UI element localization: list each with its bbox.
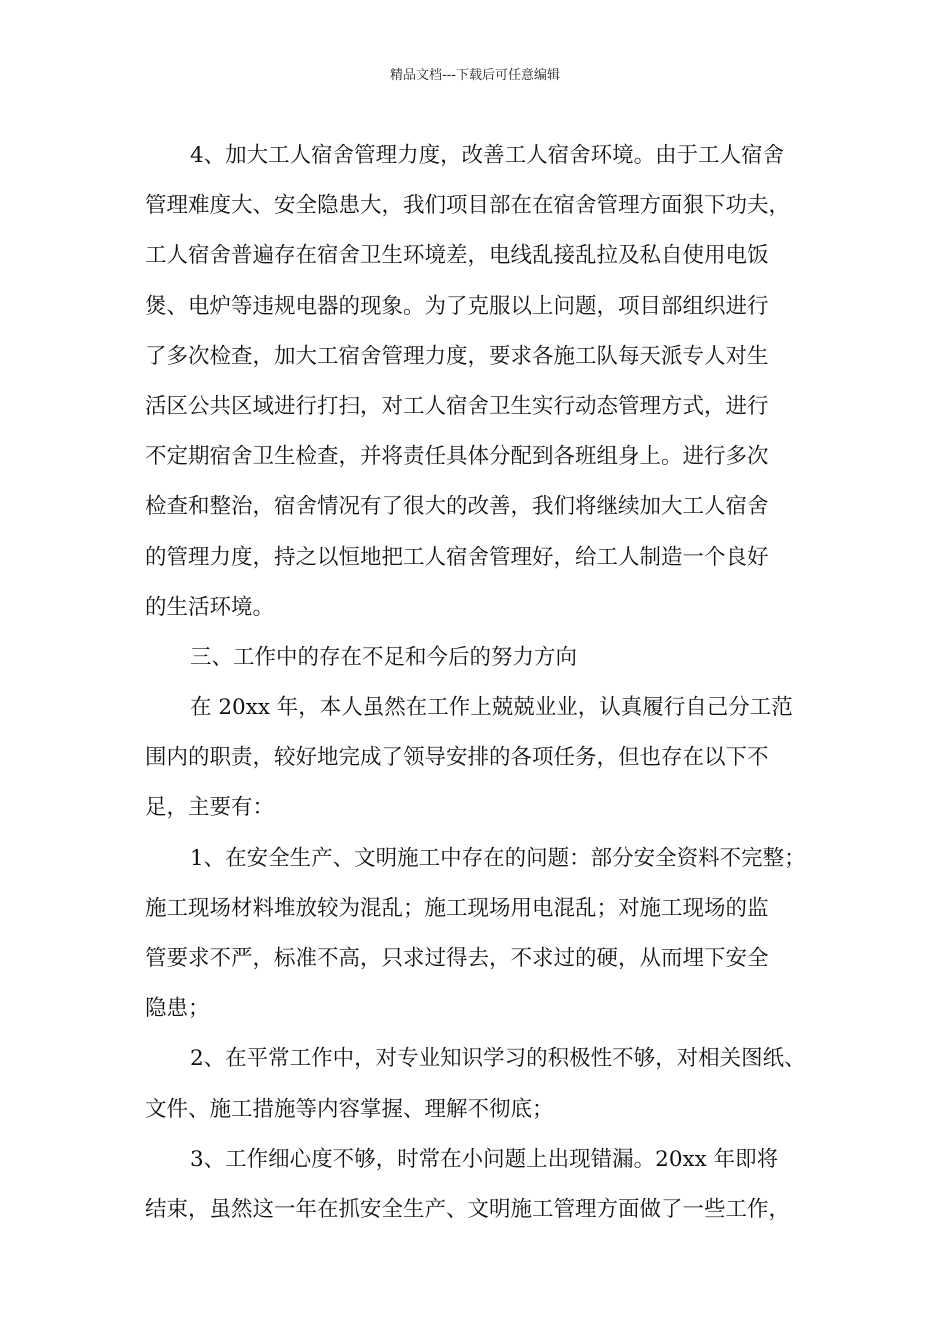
text-line: 煲、电炉等违规电器的现象。为了克服以上问题，项目部组织进行 [145,293,769,319]
text-line: 结束，虽然这一年在抓安全生产、文明施工管理方面做了一些工作， [145,1196,791,1222]
text-line: 管理难度大、安全隐患大，我们项目部在在宿舍管理方面狠下功夫， [145,193,791,219]
text-line: 工人宿舍普遍存在宿舍卫生环境差，电线乱接乱拉及私自使用电饭 [145,243,769,269]
text-line: 不定期宿舍卫生检查，并将责任具体分配到各班组身上。进行多次 [145,444,769,470]
text-line: 隐患； [145,996,210,1022]
text-line: 三、工作中的存在不足和今后的努力方向 [190,644,578,670]
page-header: 精品文档---下载后可任意编辑 [389,68,561,83]
text-line: 活区公共区域进行打扫，对工人宿舍卫生实行动态管理方式，进行 [145,393,769,419]
text-line: 施工现场材料堆放较为混乱；施工现场用电混乱；对施工现场的监 [145,895,769,921]
text-line: 4、加大工人宿舍管理力度，改善工人宿舍环境。由于工人宿舍 [190,143,785,168]
text-line: 在 20xx 年，本人虽然在工作上兢兢业业，认真履行自己分工范 [190,695,793,721]
text-line: 的生活环境。 [145,594,275,620]
text-line: 了多次检查，加大工宿舍管理力度，要求各施工队每天派专人对生 [145,343,769,369]
text-line: 文件、施工措施等内容掌握、理解不彻底； [145,1096,554,1122]
text-line: 管要求不严，标准不高，只求过得去，不求过的硬，从而埋下安全 [145,946,769,971]
text-line: 足，主要有： [145,795,275,821]
text-line: 3、工作细心度不够，时常在小问题上出现错漏。20xx 年即将 [190,1146,779,1172]
text-line: 1、在安全生产、文明施工中存在的问题：部分安全资料不完整； [190,845,806,871]
text-line: 围内的职责，较好地完成了领导安排的各项任务，但也存在以下不 [145,745,769,771]
text-line: 检查和整治，宿舍情况有了很大的改善，我们将继续加大工人宿舍 [145,494,769,520]
document-body [145,131,830,1235]
text-line: 2、在平常工作中，对专业知识学习的积极性不够，对相关图纸、 [190,1046,806,1072]
text-line: 的管理力度，持之以恒地把工人宿舍管理好，给工人制造一个良好 [145,544,769,570]
